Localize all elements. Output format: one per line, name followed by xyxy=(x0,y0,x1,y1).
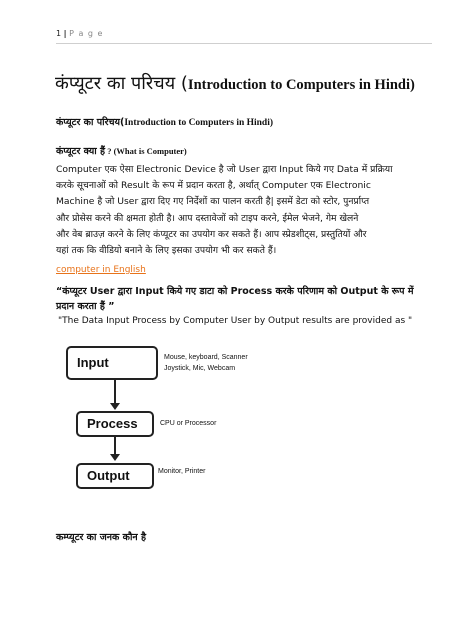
paragraph-line: करके सूचनाओं को Result के रूप में प्रदान करता है, अर्थात् Computer एक Electronic xyxy=(56,180,371,192)
arrow-input-to-process xyxy=(114,380,116,404)
paragraph-line: Computer एक ऐसा Electronic Device है जो User द्वारा Input किये गए Data में प्रक्रिया xyxy=(56,164,393,175)
quote-hindi: “कंप्यूटर User द्वारा Input किये गए डाटा को Process करके परिणाम को Output के रूप में प्रदान करता हैं ” xyxy=(56,286,414,312)
input-devices-note xyxy=(164,352,248,374)
header-rule xyxy=(56,43,432,44)
paragraph-line: और वेब ब्राउज़ करने के लिए कंप्यूटर का उपयोग कर सकते हैं। आप स्प्रेडशीट्स, प्रस्तुतियों और xyxy=(56,228,367,240)
intro-paragraph xyxy=(56,162,428,259)
process-box: Process xyxy=(76,411,154,437)
subtitle-english: Introduction to Computers in Hindi) xyxy=(124,118,274,128)
what-is-heading xyxy=(56,144,187,157)
input-note-line: Joystick, Mic, Webcam xyxy=(164,365,236,372)
paragraph-line: और प्रोसेस करने की क्षमता होती है। आप दस्तावेजों को टाइप करने, ईमेल भेजने, गेम खेलने xyxy=(56,212,359,224)
ipo-diagram xyxy=(58,340,358,500)
computer-in-english-link[interactable]: computer in English xyxy=(56,265,146,275)
title-english: Introduction to Computers in Hindi) xyxy=(187,77,415,93)
output-box: Output xyxy=(76,463,154,489)
arrowhead-down-icon xyxy=(110,403,120,410)
page-word: P a g e xyxy=(69,29,104,38)
bottom-heading: कम्प्यूटर का जनक कौन है xyxy=(56,532,147,543)
input-box: Input xyxy=(66,346,158,380)
arrow-process-to-output xyxy=(114,437,116,455)
page-separator: | xyxy=(63,29,67,38)
page-number-header xyxy=(56,29,103,38)
input-note-line: Mouse, keyboard, Scanner xyxy=(164,354,248,361)
process-note: CPU or Processor xyxy=(160,420,217,427)
what-is-english: ? (What is Computer) xyxy=(105,146,187,156)
paragraph-line: यहां तक कि वीडियो बनाने के लिए इसका उपयोग भी कर सकते हैं। xyxy=(56,245,277,257)
title-hindi: कंप्यूटर का परिचय ( xyxy=(55,73,188,94)
quote-english: "The Data Input Process by Computer User by Output results are provided as " xyxy=(58,316,413,326)
output-note: Monitor, Printer xyxy=(158,468,206,475)
paragraph-line: Machine है जो User द्वारा दिए गए निर्देशों का पालन करती है| इसमें डेटा को स्टोर, पुनर्प्राप्त xyxy=(56,196,370,208)
arrowhead-down-icon xyxy=(110,454,120,461)
page-number: 1 xyxy=(56,29,62,38)
page-title xyxy=(55,71,435,95)
section-subtitle xyxy=(56,115,273,128)
what-is-hindi: कंप्यूटर क्या हैं xyxy=(56,146,106,157)
subtitle-hindi: कंप्यूटर का परिचय( xyxy=(56,117,125,128)
